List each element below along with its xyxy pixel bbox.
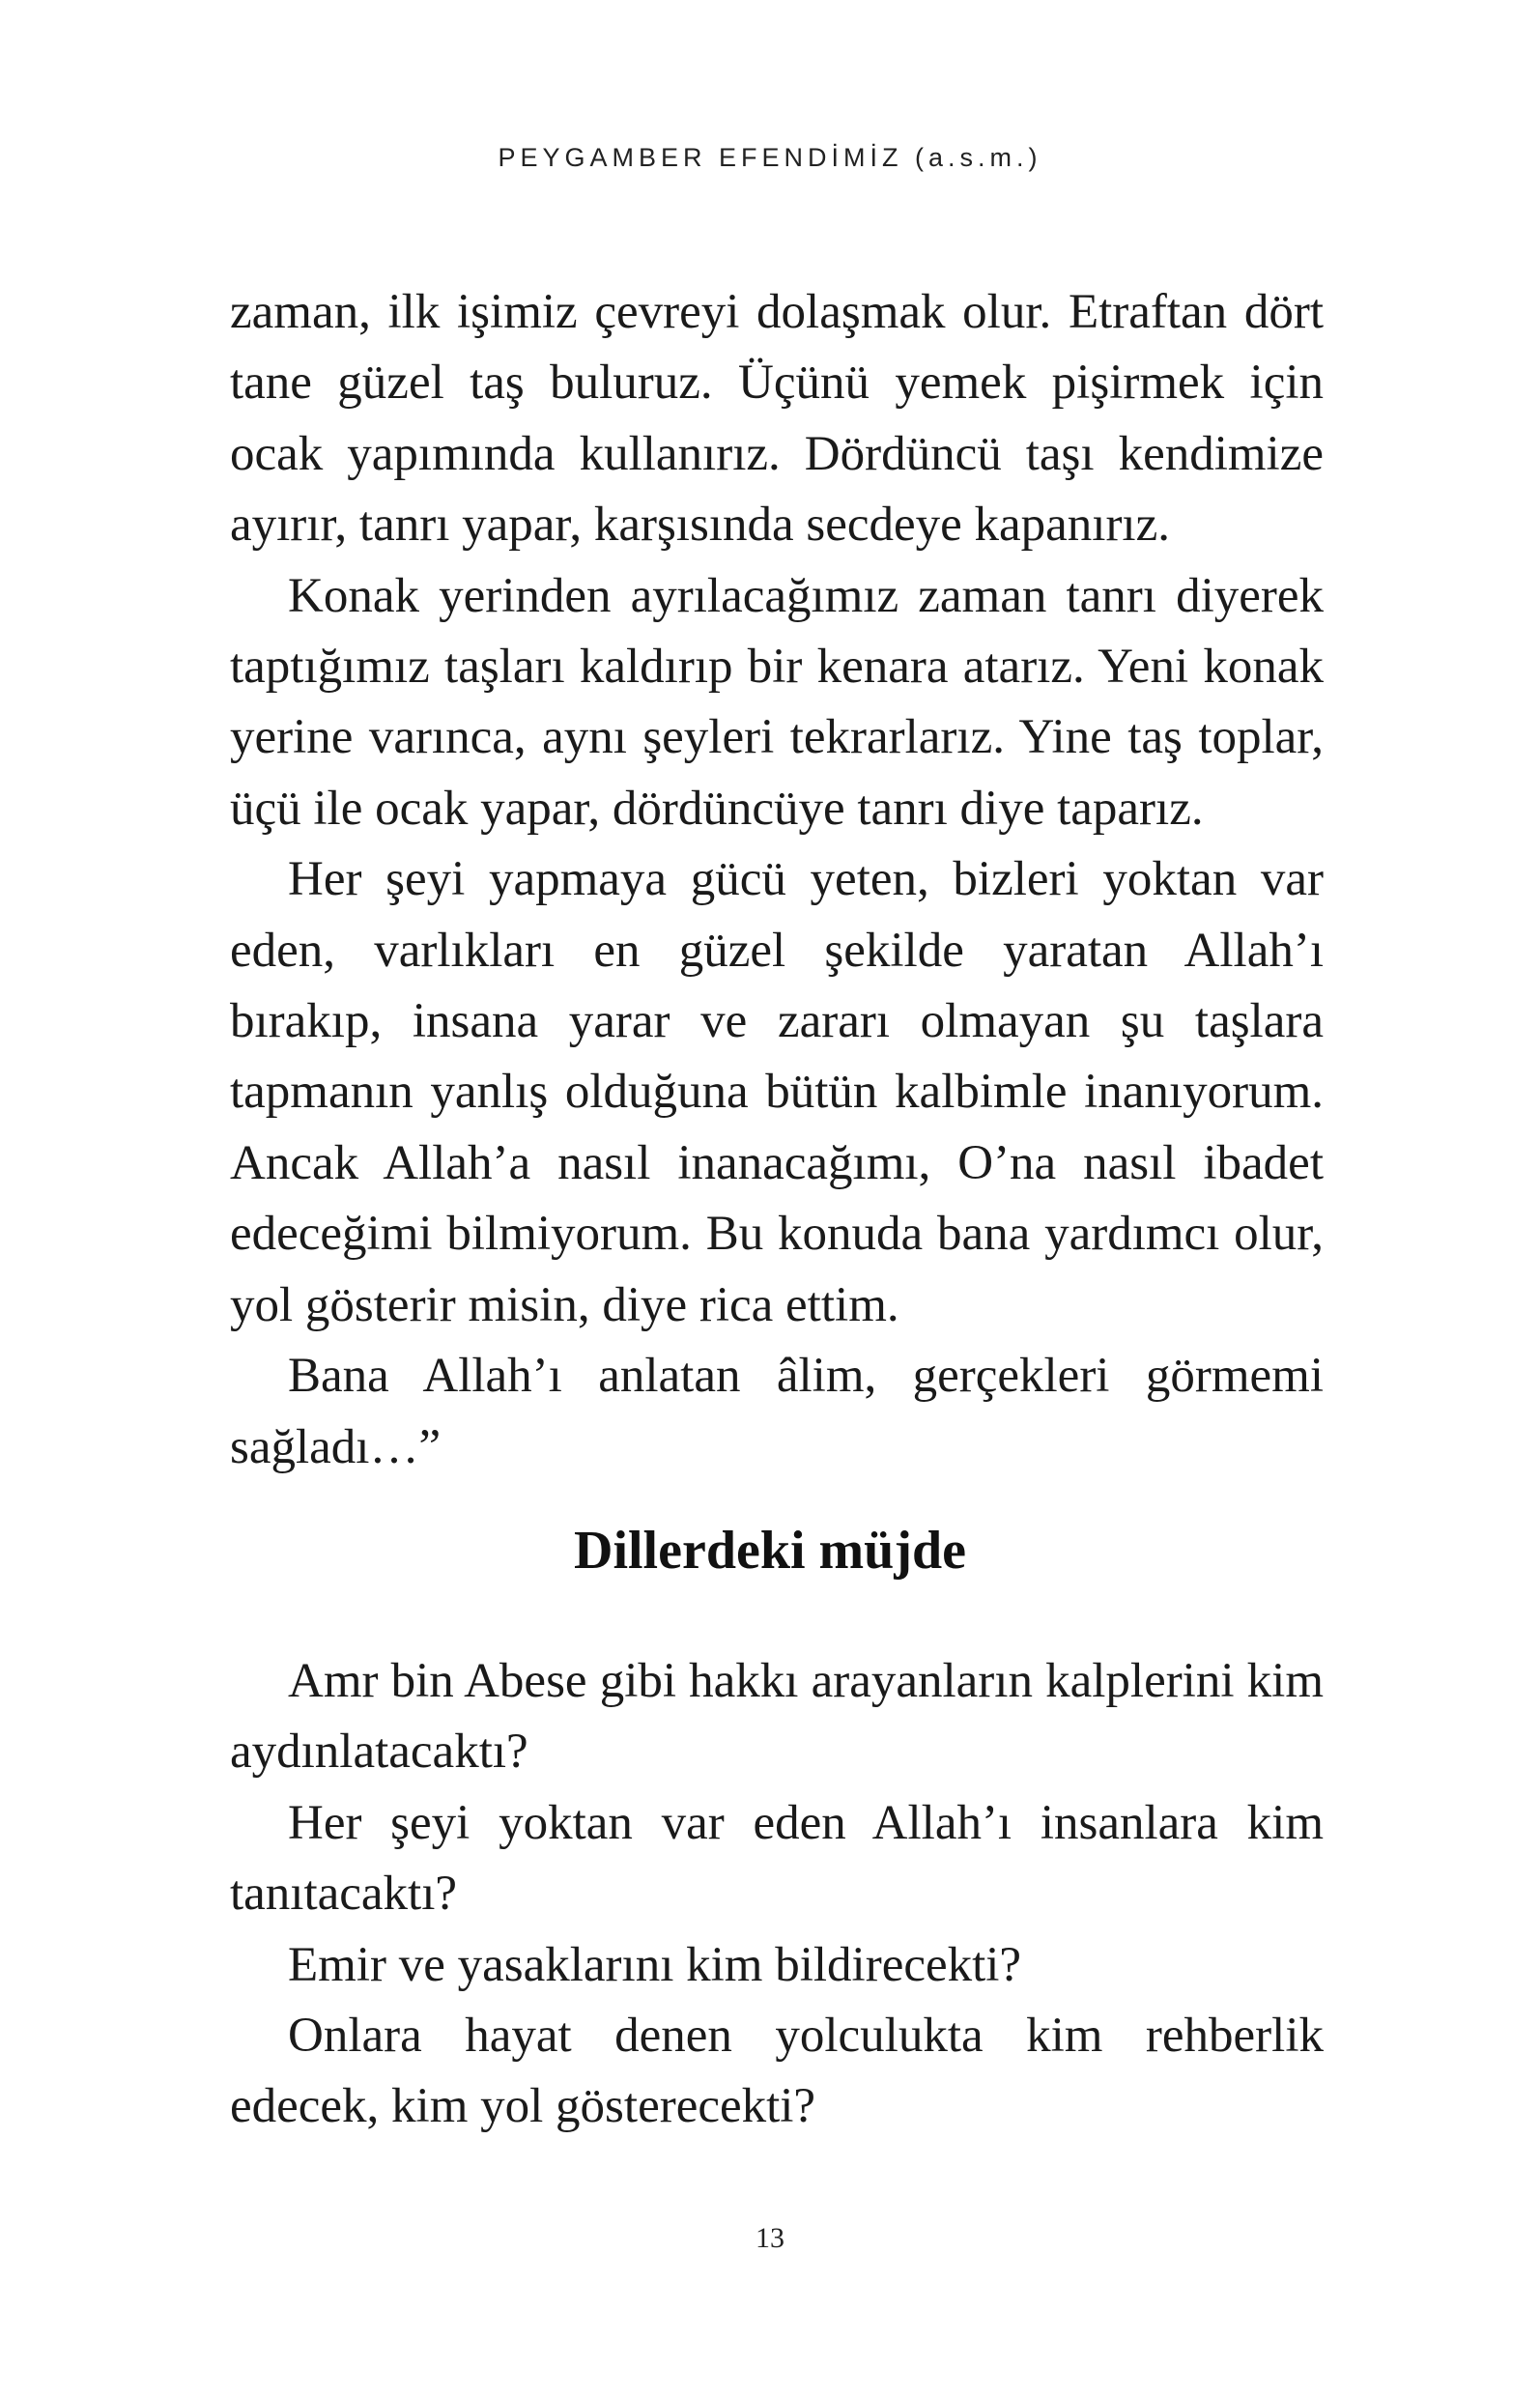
paragraph-continuation: zaman, ilk işimiz çevreyi dolaşmak olur. Etraftan dört tane güzel taş buluruz. Üçünü yemek pişirmek için ocak yapımında kullanırız. Dördüncü taşı kendimize ayırır, tanrı yapar, karşısında secdeye kapanırız. [230,285,1324,553]
section-text [230,1646,1324,2143]
paragraph: Her şeyi yapmaya gücü yeten, bizleri yoktan var eden, varlıkları en güzel şekilde yaratan Allah’ı bırakıp, insana yarar ve zararı olmayan şu taşlara tapmanın yanlış olduğuna bütün kalbimle inanıyorum. Ancak Allah’a nasıl inanacağımı, O’na nasıl ibadet edeceğimi bilmiyorum. Bu konuda bana yardımcı olur, yol gösterir misin, diye rica ettim. [230,852,1324,1332]
paragraph: Bana Allah’ı anlatan âlim, gerçekleri görmemi sağladı…” [230,1349,1324,1474]
paragraph: Her şeyi yoktan var eden Allah’ı insanlara kim tanıtacaktı? [230,1795,1324,1922]
paragraph: Emir ve yasaklarını kim bildirecekti? [288,1937,1022,1992]
paragraph: Amr bin Abese gibi hakkı arayanların kalplerini kim aydınlatacaktı? [230,1654,1324,1780]
paragraph: Onlara hayat denen yolculukta kim rehberlik edecek, kim yol gösterecekti? [230,2009,1324,2134]
paragraph: Konak yerinden ayrılacağımız zaman tanrı diyerek taptığımız taşları kaldırıp bir kenara atarız. Yeni konak yerine varınca, aynı şeyleri tekrarlarız. Yine taş toplar, üçü ile ocak yapar, dördüncüye tanrı diye taparız. [230,568,1324,836]
page-number: 13 [756,2222,784,2254]
body-text [230,277,1324,1483]
running-header: PEYGAMBER EFENDİMİZ (a.s.m.) [498,143,1042,172]
section-title: Dillerdeki müjde [574,1521,966,1581]
